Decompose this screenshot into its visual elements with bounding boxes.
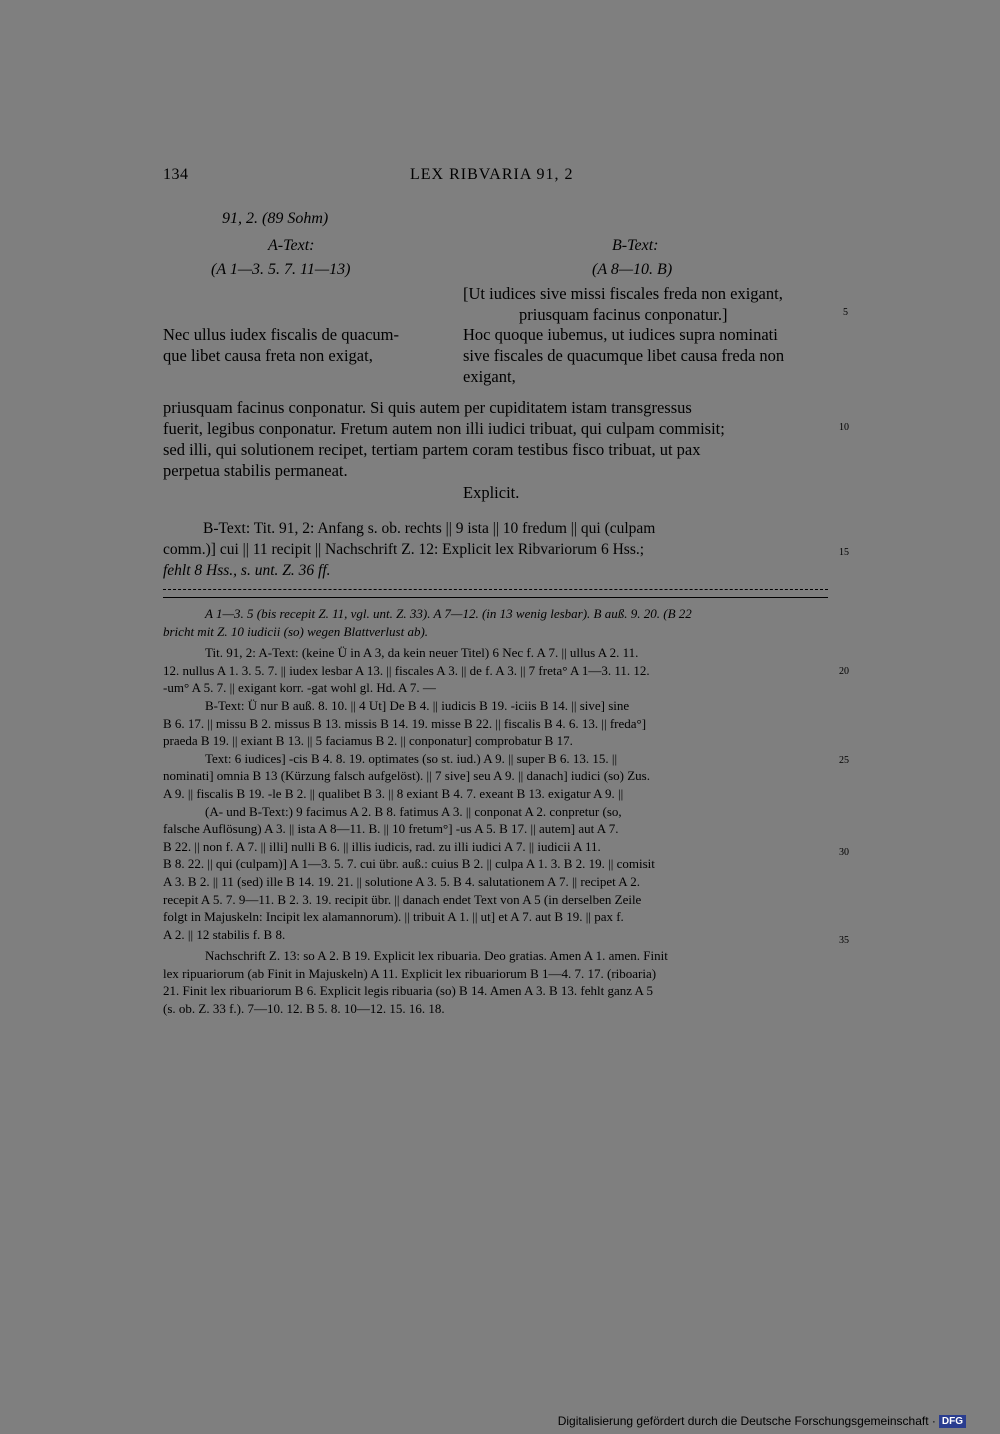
b-text-column xyxy=(463,324,829,387)
explicit: Explicit. xyxy=(463,483,520,502)
section-title-text: 91, 2. (89 Sohm) xyxy=(222,210,329,227)
line-number: 10 xyxy=(839,422,849,433)
common-text-line: fuerit, legibus conponatur. Fretum autem non illi iudici tribuat, qui culpam commisit; xyxy=(163,419,725,438)
footnote-line: falsche Auflösung) A 3. || ista A 8—11. B. || 10 fretum°] -us A 5. B 17. || autem] aut A 7. xyxy=(163,821,619,837)
b-text-sources: (A 8—10. B) xyxy=(592,261,673,278)
credit-text: Digitalisierung gefördert durch die Deutsche Forschungsgemeinschaft · xyxy=(557,1414,936,1428)
b-text-heading: B-Text: xyxy=(612,237,659,254)
running-head: LEX RIBVARIA 91, 2 xyxy=(410,166,574,183)
footnote-line: A 1—3. 5 (bis recepit Z. 11, vgl. unt. Z. 33). A 7—12. (in 13 wenig lesbar). B auß. 9. 20. (B 22 xyxy=(205,606,692,621)
critical-apparatus xyxy=(163,605,828,1022)
footnote-sources xyxy=(163,605,828,640)
line-number: 30 xyxy=(839,847,849,858)
b-rubric xyxy=(463,283,829,325)
b-text-line: Hoc quoque iubemus, ut iudices supra nominati xyxy=(463,325,778,344)
section-title xyxy=(222,210,328,228)
a-text-line: que libet causa freta non exigat, xyxy=(163,346,373,365)
line-number: 15 xyxy=(839,547,849,558)
common-text-line: perpetua stabilis permaneat. xyxy=(163,461,348,480)
footnote-line: A 3. B 2. || 11 (sed) ille B 14. 19. 21. || solutione A 3. 5. B 4. salutationem A 7. || recipet A 2. xyxy=(163,873,640,889)
line-number: 20 xyxy=(839,666,849,677)
line-number: 5 xyxy=(843,307,848,318)
apparatus-line: comm.)] cui || 11 recipit || Nachschrift Z. 12: Explicit lex Ribvariorum 6 Hss.; xyxy=(163,541,645,558)
footnote-line: nominati] omnia B 13 (Kürzung falsch aufgelöst). || 7 sive] seu A 9. || danach] iudici (so) Zus. xyxy=(163,768,650,784)
footnote-line: A 2. || 12 stabilis f. B 8. xyxy=(163,926,286,942)
a-text-column xyxy=(163,324,453,366)
footnote-line: 12. nullus A 1. 3. 5. 7. || iudex lesbar A 13. || fiscales A 3. || de f. A 3. || 7 freta° A 1—3. 11. 12. xyxy=(163,662,650,678)
digitization-credit xyxy=(558,1414,966,1428)
b-text-line: sive fiscales de quacumque libet causa freda non xyxy=(463,346,785,365)
footnote-line: Text: 6 iudices] -cis B 4. 8. 19. optimates (so st. iud.) A 9. || super B 6. 13. 15. || xyxy=(205,750,618,766)
footnote-line: B-Text: Ü nur B auß. 8. 10. || 4 Ut] De B 4. || iudicis B 19. -iciis B 14. || sive] sine xyxy=(205,697,630,713)
a-text-sources: (A 1—3. 5. 7. 11—13) xyxy=(211,261,351,278)
b-text-line: exigant, xyxy=(463,367,516,386)
dashed-divider xyxy=(163,589,828,590)
footnote-line: A 9. || fiscalis B 19. -le B 2. || qualibet B 3. || 8 exiant B 4. 7. exeant B 13. exigatur A 9. || xyxy=(163,785,624,801)
b-text-apparatus xyxy=(163,518,828,581)
line-number: 35 xyxy=(839,935,849,946)
footnote-line: B 6. 17. || missu B 2. missus B 13. missis B 14. 19. misse B 22. || fiscalis B 4. 6. 13. || freda°] xyxy=(163,715,647,731)
footnote-line: bricht mit Z. 10 iudicii (so) wegen Blattverlust ab). xyxy=(163,623,429,639)
a-text-heading: A-Text: xyxy=(268,237,315,254)
footnote-variants xyxy=(163,644,828,943)
footnote-line: -um° A 5. 7. || exigant korr. -gat wohl gl. Hd. A 7. — xyxy=(163,680,436,696)
footnote-line: 21. Finit lex ribuariorum B 6. Explicit legis ribuaria (so) B 14. Amen A 3. B 13. fehlt ganz A 5 xyxy=(163,983,653,999)
footnote-line: praeda B 19. || exiant B 13. || 5 faciamus B 2. || conponatur] comprobatur B 17. xyxy=(163,733,573,749)
footnote-line: recepit A 5. 7. 9—11. B 2. 3. 19. recipit übr. || danach endet Text von A 5 (in derselben Zeile xyxy=(163,891,642,907)
dfg-logo: DFG xyxy=(939,1415,966,1428)
footnote-line: B 8. 22. || qui (culpam)] A 1—3. 5. 7. cui übr. auß.: cuius B 2. || culpa A 1. 3. B 2. 19. || comisit xyxy=(163,856,655,872)
a-text-line: Nec ullus iudex fiscalis de quacum- xyxy=(163,325,399,344)
page-number: 134 xyxy=(163,166,189,183)
footnote-nachschrift xyxy=(163,947,828,1017)
apparatus-line: fehlt 8 Hss., s. unt. Z. 36 ff. xyxy=(163,562,331,579)
footnote-line: Tit. 91, 2: A-Text: (keine Ü in A 3, da kein neuer Titel) 6 Nec f. A 7. || ullus A 2. 11. xyxy=(205,645,639,661)
footnote-line: folgt in Majuskeln: Incipit lex alamannorum). || tribuit A 1. || ut] et A 7. aut B 19. || pax f. xyxy=(163,909,624,925)
apparatus-line: B-Text: Tit. 91, 2: Anfang s. ob. rechts || 9 ista || 10 fredum || qui (culpam xyxy=(203,520,656,537)
footnote-line: B 22. || non f. A 7. || illi] nulli B 6. || illis iudicis, rad. zu illi iudici A 7. || iudicii A 11. xyxy=(163,838,601,854)
line-number: 25 xyxy=(839,755,849,766)
footnote-line: (s. ob. Z. 33 f.). 7—10. 12. B 5. 8. 10—12. 15. 16. 18. xyxy=(163,1001,445,1017)
footnote-line: Nachschrift Z. 13: so A 2. B 19. Explicit lex ribuaria. Deo gratias. Amen A 1. amen. Finit xyxy=(205,948,668,964)
footnote-line: (A- und B-Text:) 9 facimus A 2. B 8. fatimus A 3. || conponat A 2. conpretur (so, xyxy=(205,803,622,819)
common-text xyxy=(163,397,829,481)
b-rubric-line: [Ut iudices sive missi fiscales freda non exigant, xyxy=(463,284,783,303)
b-rubric-line: priusquam facinus conponatur.] xyxy=(519,305,728,324)
footnote-line: lex ripuariorum (ab Finit in Majuskeln) A 11. Explicit lex ribuariorum B 1—4. 7. 17. (riboaria) xyxy=(163,965,657,981)
solid-divider xyxy=(163,597,828,598)
common-text-line: sed illi, qui solutionem recipet, tertiam partem coram testibus fisco tribuat, ut pax xyxy=(163,440,701,459)
common-text-line: priusquam facinus conponatur. Si quis autem per cupiditatem istam transgressus xyxy=(163,398,692,417)
